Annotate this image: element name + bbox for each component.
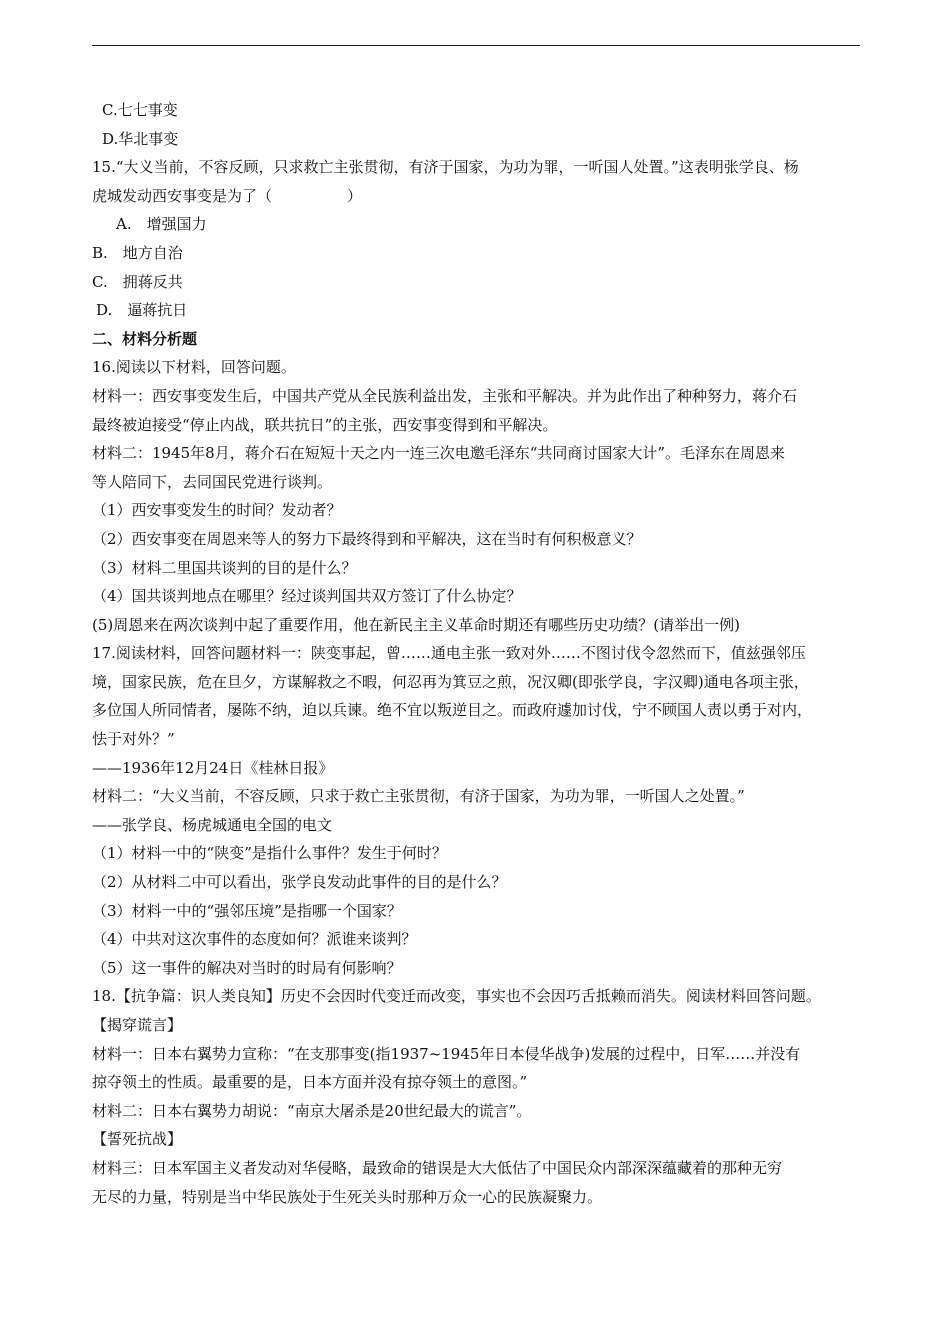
q17-sub-2: （2）从材料二中可以看出，张学良发动此事件的目的是什么？ [92, 873, 507, 892]
question-15-stem: 15.“大义当前，不容反顾，只求救亡主张贯彻，有济于国家，为功为罪，一听国人处置。”这表明张学良、杨 [92, 158, 799, 177]
question-18-stem: 18.【抗争篇：识人类良知】历史不会因时代变迁而改变，事实也不会因巧舌抵赖而消失。阅读材料回答问题。 [92, 987, 821, 1006]
q18-material-3: 材料三：日本军国主义者发动对华侵略，最致命的错误是大大低估了中国民众内部深深蕴藏着的那种无穷 [92, 1158, 783, 1177]
q18-material-2: 材料二：日本右翼势力胡说：“南京大屠杀是20世纪最大的谎言”。 [92, 1101, 532, 1120]
q16-material-1: 材料一：西安事变发生后，中国共产党从全民族利益出发，主张和平解决。并为此作出了种种努力，蒋介石 [92, 386, 798, 405]
q16-sub-4: （4）国共谈判地点在哪里？经过谈判国共双方签订了什么协定？ [92, 587, 522, 606]
q16-material-1-cont: 最终被迫接受“停止内战，联共抗日”的主张，西安事变得到和平解决。 [92, 415, 558, 434]
q18-material-3-cont: 无尽的力量，特别是当中华民族处于生死关头时那种万众一心的民族凝聚力。 [92, 1187, 603, 1206]
question-17-stem: 17.阅读材料，回答问题材料一：陕变事起，曾……通电主张一致对外……不图讨伐令忽然而下，值兹强邻压 [92, 644, 806, 663]
option-a-q15: A. 增强国力 [116, 215, 207, 234]
q18-material-1-cont: 掠夺领土的性质。最重要的是，日本方面并没有掠夺领土的意图。” [92, 1073, 528, 1092]
document-body [92, 96, 862, 1211]
q18-heading-resist: 【誓死抗战】 [92, 1130, 183, 1149]
q17-sub-4: （4）中共对这次事件的态度如何？派谁来谈判？ [92, 930, 417, 949]
q18-material-1: 材料一：日本右翼势力宣称：“在支那事变(指1937~1945年日本侵华战争)发展的过程中，日军……并没有 [92, 1044, 801, 1063]
q17-material-2: 材料二：“大义当前，不容反顾，只求于救亡主张贯彻，有济于国家，为功为罪，一听国人之处置。” [92, 787, 745, 806]
q17-source-1: ——1936年12月24日《桂林日报》 [92, 758, 334, 777]
question-15-stem-cont: 虎城发动西安事变是为了（ ） [92, 186, 363, 205]
option-c-q14: C.七七事变 [102, 101, 178, 119]
q17-material-1-cont-1: 境，国家民族，危在旦夕，方谋解救之不暇，何忍再为箕豆之煎，况汉卿(即张学良，字汉卿)通电各项主张， [92, 672, 809, 691]
q17-material-1-cont-2: 多位国人所同情者，屡陈不纳，迫以兵谏。绝不宜以叛逆目之。而政府遽加讨伐，宁不顾国人责以勇于对内， [92, 701, 813, 720]
q17-sub-1: （1）材料一中的“陕变”是指什么事件？发生于何时？ [92, 844, 447, 863]
q17-material-1-cont-3: 怯于对外？” [92, 730, 175, 749]
option-d-q14: D.华北事变 [102, 129, 179, 148]
q16-sub-2: （2）西安事变在周恩来等人的努力下最终得到和平解决，这在当时有何积极意义？ [92, 529, 642, 548]
q18-heading-expose-lies: 【揭穿谎言】 [92, 1016, 183, 1034]
header-rule [92, 45, 860, 46]
q16-material-2-cont: 等人陪同下，去同国民党进行谈判。 [92, 472, 333, 491]
q17-sub-3: （3）材料一中的“强邻压境”是指哪一个国家？ [92, 901, 402, 920]
option-d-q15: D. 逼蒋抗日 [96, 301, 188, 320]
option-b-q15: B. 地方自治 [92, 243, 183, 262]
question-16-stem: 16.阅读以下材料，回答问题。 [92, 358, 296, 377]
option-c-q15: C. 拥蒋反共 [92, 272, 183, 291]
q16-sub-1: （1）西安事变发生的时间？发动者？ [92, 501, 342, 520]
q16-sub-3: （3）材料二里国共谈判的目的是什么？ [92, 558, 357, 577]
q17-source-2: ——张学良、杨虎城通电全国的电文 [92, 815, 333, 834]
q16-sub-5: (5)周恩来在两次谈判中起了重要作用，他在新民主主义革命时期还有哪些历史功绩？(请举出一例) [92, 615, 740, 634]
q17-sub-5: （5）这一事件的解决对当时的时局有何影响？ [92, 958, 402, 977]
section-heading: 二、材料分析题 [92, 329, 198, 348]
q16-material-2: 材料二：1945年8月，蒋介石在短短十天之内一连三次电邀毛泽东“共同商讨国家大计”。毛泽东在周恩来 [92, 444, 786, 463]
